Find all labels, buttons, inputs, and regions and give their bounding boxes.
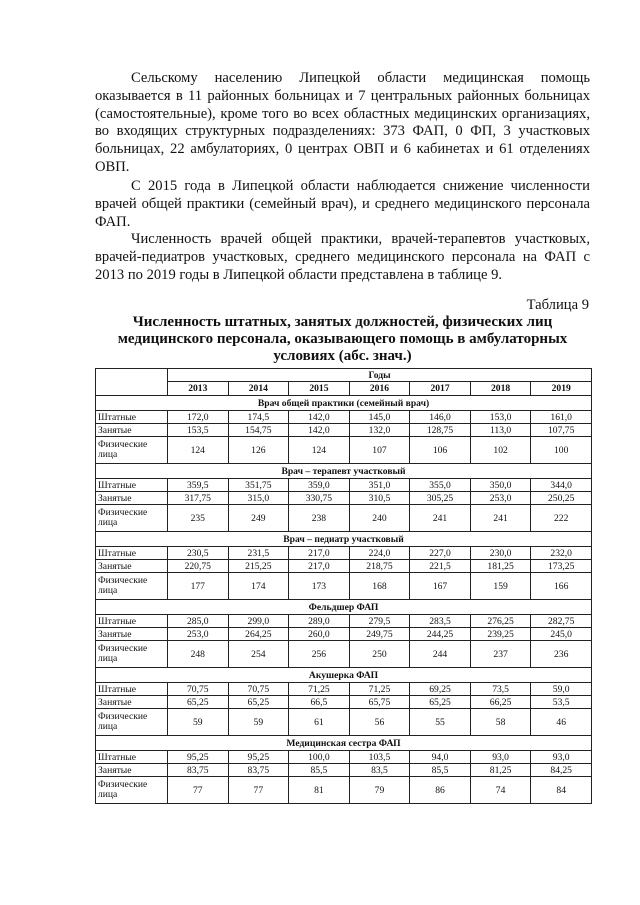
value-cell: 81,25	[470, 764, 531, 777]
table-row-staff	[96, 479, 592, 492]
row-label-occupied: Занятые	[96, 628, 168, 641]
section-header-row	[96, 464, 592, 479]
table-row-occupied	[96, 696, 592, 709]
value-cell: 106	[410, 437, 471, 464]
value-cell: 264,25	[228, 628, 289, 641]
value-cell: 305,25	[410, 492, 471, 505]
section-title: Медицинская сестра ФАП	[96, 736, 592, 751]
row-label-physical: Физические лица	[96, 777, 168, 804]
value-cell: 239,25	[470, 628, 531, 641]
table-row-occupied	[96, 560, 592, 573]
table-header-row	[96, 369, 592, 382]
year-header-2018: 2018	[470, 382, 531, 396]
section-header-row	[96, 532, 592, 547]
value-cell: 241	[410, 505, 471, 532]
section-header-row	[96, 736, 592, 751]
value-cell: 53,5	[531, 696, 592, 709]
section-title: Врач – педиатр участковый	[96, 532, 592, 547]
value-cell: 142,0	[289, 411, 350, 424]
value-cell: 124	[289, 437, 350, 464]
value-cell: 315,0	[228, 492, 289, 505]
value-cell: 317,75	[168, 492, 229, 505]
value-cell: 232,0	[531, 547, 592, 560]
value-cell: 95,25	[168, 751, 229, 764]
value-cell: 77	[168, 777, 229, 804]
section-header-row	[96, 668, 592, 683]
table-row-physical	[96, 709, 592, 736]
year-header-2015: 2015	[289, 382, 350, 396]
value-cell: 70,75	[168, 683, 229, 696]
value-cell: 344,0	[531, 479, 592, 492]
value-cell: 142,0	[289, 424, 350, 437]
section-title: Акушерка ФАП	[96, 668, 592, 683]
value-cell: 65,25	[168, 696, 229, 709]
value-cell: 172,0	[168, 411, 229, 424]
value-cell: 146,0	[410, 411, 471, 424]
value-cell: 330,75	[289, 492, 350, 505]
row-label-occupied: Занятые	[96, 764, 168, 777]
staffing-table	[95, 368, 592, 804]
value-cell: 283,5	[410, 615, 471, 628]
value-cell: 217,0	[289, 547, 350, 560]
value-cell: 250	[349, 641, 410, 668]
value-cell: 69,25	[410, 683, 471, 696]
row-label-physical: Физические лица	[96, 709, 168, 736]
value-cell: 73,5	[470, 683, 531, 696]
value-cell: 74	[470, 777, 531, 804]
value-cell: 59,0	[531, 683, 592, 696]
value-cell: 248	[168, 641, 229, 668]
value-cell: 86	[410, 777, 471, 804]
year-header-2013: 2013	[168, 382, 229, 396]
value-cell: 230,5	[168, 547, 229, 560]
value-cell: 253,0	[168, 628, 229, 641]
value-cell: 66,25	[470, 696, 531, 709]
value-cell: 61	[289, 709, 350, 736]
value-cell: 224,0	[349, 547, 410, 560]
value-cell: 145,0	[349, 411, 410, 424]
value-cell: 174,5	[228, 411, 289, 424]
row-label-physical: Физические лица	[96, 437, 168, 464]
row-label-physical: Физические лица	[96, 573, 168, 600]
value-cell: 231,5	[228, 547, 289, 560]
value-cell: 93,0	[470, 751, 531, 764]
value-cell: 240	[349, 505, 410, 532]
value-cell: 168	[349, 573, 410, 600]
value-cell: 256	[289, 641, 350, 668]
value-cell: 85,5	[410, 764, 471, 777]
value-cell: 260,0	[289, 628, 350, 641]
table-row-physical	[96, 641, 592, 668]
paragraph-table-intro: Численность врачей общей практики, врачей-терапевтов участковых, врачей-педиатров участковых, среднего медицинского персонала на ФАП с 2013 по 2019 годы в Липецкой области представлена в таблице 9.	[95, 231, 590, 283]
table-row-staff	[96, 615, 592, 628]
value-cell: 95,25	[228, 751, 289, 764]
table-row-occupied	[96, 764, 592, 777]
value-cell: 289,0	[289, 615, 350, 628]
table-row-staff	[96, 683, 592, 696]
table-row-staff	[96, 751, 592, 764]
value-cell: 94,0	[410, 751, 471, 764]
value-cell: 177	[168, 573, 229, 600]
value-cell: 85,5	[289, 764, 350, 777]
value-cell: 238	[289, 505, 350, 532]
row-label-staff: Штатные	[96, 615, 168, 628]
value-cell: 174	[228, 573, 289, 600]
value-cell: 113,0	[470, 424, 531, 437]
value-cell: 350,0	[470, 479, 531, 492]
value-cell: 103,5	[349, 751, 410, 764]
value-cell: 65,25	[228, 696, 289, 709]
value-cell: 107,75	[531, 424, 592, 437]
value-cell: 71,25	[349, 683, 410, 696]
value-cell: 237	[470, 641, 531, 668]
value-cell: 282,75	[531, 615, 592, 628]
value-cell: 153,5	[168, 424, 229, 437]
value-cell: 100	[531, 437, 592, 464]
value-cell: 249	[228, 505, 289, 532]
value-cell: 83,5	[349, 764, 410, 777]
value-cell: 173	[289, 573, 350, 600]
value-cell: 245,0	[531, 628, 592, 641]
section-header-row	[96, 600, 592, 615]
row-label-physical: Физические лица	[96, 505, 168, 532]
value-cell: 230,0	[470, 547, 531, 560]
value-cell: 65,25	[410, 696, 471, 709]
table-row-physical	[96, 777, 592, 804]
row-label-staff: Штатные	[96, 479, 168, 492]
value-cell: 220,75	[168, 560, 229, 573]
value-cell: 55	[410, 709, 471, 736]
table-row-staff	[96, 547, 592, 560]
value-cell: 58	[470, 709, 531, 736]
value-cell: 276,25	[470, 615, 531, 628]
row-label-occupied: Занятые	[96, 424, 168, 437]
years-row	[96, 382, 592, 396]
value-cell: 126	[228, 437, 289, 464]
table-corner-cell	[96, 369, 168, 396]
table-row-physical	[96, 437, 592, 464]
table-row-occupied	[96, 492, 592, 505]
value-cell: 241	[470, 505, 531, 532]
value-cell: 159	[470, 573, 531, 600]
value-cell: 102	[470, 437, 531, 464]
value-cell: 81	[289, 777, 350, 804]
value-cell: 167	[410, 573, 471, 600]
value-cell: 56	[349, 709, 410, 736]
value-cell: 254	[228, 641, 289, 668]
value-cell: 154,75	[228, 424, 289, 437]
value-cell: 173,25	[531, 560, 592, 573]
value-cell: 227,0	[410, 547, 471, 560]
row-label-staff: Штатные	[96, 683, 168, 696]
value-cell: 250,25	[531, 492, 592, 505]
row-label-staff: Штатные	[96, 547, 168, 560]
table-row-occupied	[96, 424, 592, 437]
value-cell: 299,0	[228, 615, 289, 628]
value-cell: 221,5	[410, 560, 471, 573]
value-cell: 249,75	[349, 628, 410, 641]
year-header-2016: 2016	[349, 382, 410, 396]
value-cell: 79	[349, 777, 410, 804]
row-label-occupied: Занятые	[96, 696, 168, 709]
table-row-physical	[96, 573, 592, 600]
year-header-2017: 2017	[410, 382, 471, 396]
table-title: Численность штатных, занятых должностей, физических лиц медицинского персонала, оказывающего помощь в амбулаторных условиях (абс. знач.)	[117, 314, 568, 364]
row-label-staff: Штатные	[96, 751, 168, 764]
table-row-physical	[96, 505, 592, 532]
year-header-2019: 2019	[531, 382, 592, 396]
value-cell: 310,5	[349, 492, 410, 505]
value-cell: 235	[168, 505, 229, 532]
value-cell: 244	[410, 641, 471, 668]
value-cell: 217,0	[289, 560, 350, 573]
value-cell: 59	[168, 709, 229, 736]
value-cell: 359,0	[289, 479, 350, 492]
row-label-occupied: Занятые	[96, 560, 168, 573]
value-cell: 351,75	[228, 479, 289, 492]
value-cell: 355,0	[410, 479, 471, 492]
value-cell: 59	[228, 709, 289, 736]
value-cell: 66,5	[289, 696, 350, 709]
value-cell: 359,5	[168, 479, 229, 492]
row-label-staff: Штатные	[96, 411, 168, 424]
value-cell: 218,75	[349, 560, 410, 573]
value-cell: 222	[531, 505, 592, 532]
paragraph-decline: С 2015 года в Липецкой области наблюдается снижение численности врачей общей практики (семейный врач), и среднего медицинского персонала ФАП.	[95, 178, 590, 230]
row-label-occupied: Занятые	[96, 492, 168, 505]
value-cell: 65,75	[349, 696, 410, 709]
value-cell: 71,25	[289, 683, 350, 696]
section-header-row	[96, 396, 592, 411]
value-cell: 253,0	[470, 492, 531, 505]
value-cell: 132,0	[349, 424, 410, 437]
value-cell: 215,25	[228, 560, 289, 573]
table-body	[96, 396, 592, 804]
value-cell: 70,75	[228, 683, 289, 696]
value-cell: 124	[168, 437, 229, 464]
value-cell: 153,0	[470, 411, 531, 424]
value-cell: 351,0	[349, 479, 410, 492]
year-header-2014: 2014	[228, 382, 289, 396]
value-cell: 236	[531, 641, 592, 668]
section-title: Врач общей практики (семейный врач)	[96, 396, 592, 411]
paragraph-rural-care: Сельскому населению Липецкой области медицинская помощь оказывается в 11 районных больницах и 7 центральных районных больницах (самостоятельные), кроме того во всех областных медицинских организациях, во входящих структурных подразделениях: 373 ФАП, 0 ФП, 3 участковых больницах, 22 амбулаториях, 0 центрах ОВП и 6 кабинетах и 61 отделениях ОВП.	[95, 70, 590, 175]
section-title: Врач – терапевт участковый	[96, 464, 592, 479]
value-cell: 128,75	[410, 424, 471, 437]
value-cell: 166	[531, 573, 592, 600]
table-row-occupied	[96, 628, 592, 641]
value-cell: 84,25	[531, 764, 592, 777]
value-cell: 84	[531, 777, 592, 804]
years-header: Годы	[168, 369, 592, 382]
row-label-physical: Физические лица	[96, 641, 168, 668]
value-cell: 46	[531, 709, 592, 736]
value-cell: 83,75	[228, 764, 289, 777]
value-cell: 285,0	[168, 615, 229, 628]
value-cell: 83,75	[168, 764, 229, 777]
value-cell: 93,0	[531, 751, 592, 764]
value-cell: 100,0	[289, 751, 350, 764]
section-title: Фельдшер ФАП	[96, 600, 592, 615]
value-cell: 244,25	[410, 628, 471, 641]
table-caption: Таблица 9	[526, 297, 589, 313]
value-cell: 77	[228, 777, 289, 804]
value-cell: 279,5	[349, 615, 410, 628]
value-cell: 161,0	[531, 411, 592, 424]
value-cell: 107	[349, 437, 410, 464]
value-cell: 181,25	[470, 560, 531, 573]
table-row-staff	[96, 411, 592, 424]
